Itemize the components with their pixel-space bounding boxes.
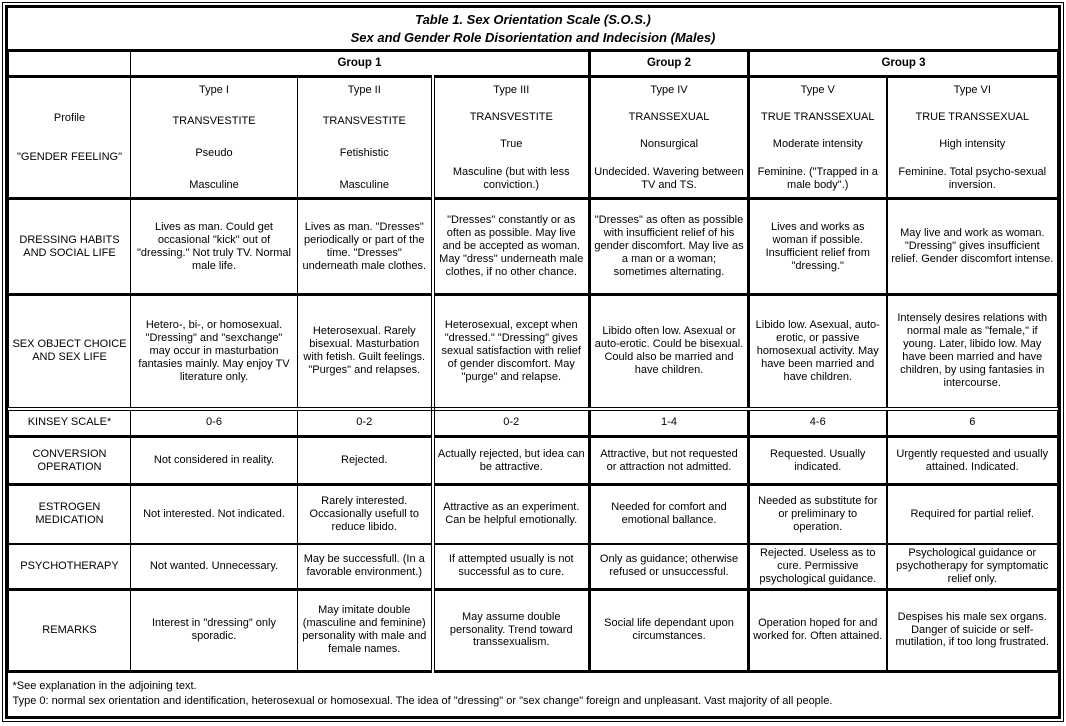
conversion-type-iii-cell: Actually rejected, but idea can be attractive. xyxy=(433,437,590,485)
type-label: Type I xyxy=(199,83,229,96)
dressing-row-header: DRESSING HABITS AND SOCIAL LIFE xyxy=(9,199,131,295)
dressing-habits-row xyxy=(9,199,1058,295)
kinsey-type-iv-cell: 1-4 xyxy=(590,409,749,437)
dressing-type-i-cell: Lives as man. Could get occasional "kick" out of "dressing." Not truly TV. Normal male life. xyxy=(131,199,298,295)
profile-type-vi-cell xyxy=(887,77,1058,199)
dressing-type-iv-cell: "Dresses" as often as possible with insufficient relief of his gender discomfort. May live as a man or a woman; sometimes alternating. xyxy=(590,199,749,295)
type-category: TRANSVESTITE xyxy=(322,115,406,128)
sex-object-row xyxy=(9,295,1058,409)
type-label: Type III xyxy=(493,83,530,96)
profile-row xyxy=(9,77,1058,199)
group-header-row xyxy=(9,51,1058,77)
footnote-row xyxy=(9,671,1058,716)
remarks-type-vi-cell: Despises his male sex organs. Danger of suicide or self-mutilation, if too long frustrated. xyxy=(887,589,1058,671)
conversion-type-v-cell: Requested. Usually indicated. xyxy=(749,437,887,485)
type-feeling: Feminine. Total psycho-sexual inversion. xyxy=(898,165,1047,191)
type-subtype: High intensity xyxy=(939,138,1006,151)
dressing-type-vi-cell: May live and work as woman. "Dressing" gives insufficient relief. Gender discomfort intense. xyxy=(887,199,1058,295)
type-feeling: Feminine. ("Trapped in a male body".) xyxy=(757,165,878,191)
sos-table xyxy=(8,8,1058,716)
type-label: Type II xyxy=(347,83,381,96)
dressing-type-iii-cell: "Dresses" constantly or as often as possible. May live and be accepted as woman. May "dress" underneath male clothes, if no other chance. xyxy=(433,199,590,295)
remarks-type-iii-cell: May assume double personality. Trend toward transsexualism. xyxy=(433,589,590,671)
conversion-type-iv-cell: Attractive, but not requested or attraction not admitted. xyxy=(590,437,749,485)
sex-object-type-iv-cell: Libido often low. Asexual or auto-erotic. Could be bisexual. Could also be married and have children. xyxy=(590,295,749,409)
type-subtype: Moderate intensity xyxy=(772,138,863,151)
psychotherapy-type-v-cell: Rejected. Useless as to cure. Permissive psychological guidance. xyxy=(749,544,887,589)
type-category: TRANSSEXUAL xyxy=(628,110,710,123)
table-title xyxy=(9,8,1058,51)
conversion-type-vi-cell: Urgently requested and usually attained. Indicated. xyxy=(887,437,1058,485)
sex-object-type-ii-cell: Heterosexual. Rarely bisexual. Masturbation with fetish. Guilt feelings. "Purges" and relapses. xyxy=(298,295,433,409)
footnote-line2: Type 0: normal sex orientation and identification, heterosexual or homosexual. The idea of "dressing" or "sex change" foreign and unpleasant. Vast majority of all people. xyxy=(12,695,833,708)
profile-type-iii-cell xyxy=(433,77,590,199)
estrogen-type-i-cell: Not interested. Not indicated. xyxy=(131,485,298,544)
conversion-row-header: CONVERSION OPERATION xyxy=(9,437,131,485)
estrogen-type-ii-cell: Rarely interested. Occasionally usefull to reduce libido. xyxy=(298,485,433,544)
dressing-type-ii-cell: Lives as man. "Dresses" periodically or part of the time. "Dresses" underneath male clothes. xyxy=(298,199,433,295)
psychotherapy-type-iv-cell: Only as guidance; otherwise refused or unsuccessful. xyxy=(590,544,749,589)
type-label: Type V xyxy=(800,83,835,96)
profile-type-ii-cell xyxy=(298,77,433,199)
sex-object-type-v-cell: Libido low. Asexual, auto-erotic, or passive homosexual activity. May have been married and have children. xyxy=(749,295,887,409)
psychotherapy-row-header: PSYCHOTHERAPY xyxy=(9,544,131,589)
type-feeling: Masculine (but with less conviction.) xyxy=(452,165,570,191)
group-3-header: Group 3 xyxy=(749,51,1058,77)
psychotherapy-row xyxy=(9,544,1058,589)
profile-type-i-cell xyxy=(131,77,298,199)
corner-cell xyxy=(9,51,131,77)
type-category: TRUE TRANSSEXUAL xyxy=(915,110,1029,123)
type-category: TRANSVESTITE xyxy=(469,110,553,123)
gender-feeling-label: "GENDER FEELING" xyxy=(17,150,122,163)
conversion-type-ii-cell: Rejected. xyxy=(298,437,433,485)
psychotherapy-type-iii-cell: If attempted usually is not successful as to cure. xyxy=(433,544,590,589)
type-feeling: Masculine xyxy=(189,178,239,191)
footnotes xyxy=(9,671,1058,716)
remarks-type-i-cell: Interest in "dressing" only sporadic. xyxy=(131,589,298,671)
remarks-row xyxy=(9,589,1058,671)
conversion-type-i-cell: Not considered in reality. xyxy=(131,437,298,485)
type-subtype: Fetishistic xyxy=(339,146,389,159)
kinsey-type-vi-cell: 6 xyxy=(887,409,1058,437)
type-subtype: True xyxy=(500,138,523,151)
psychotherapy-type-ii-cell: May be successfull. (In a favorable environment.) xyxy=(298,544,433,589)
profile-row-header xyxy=(9,77,131,199)
group-2-header: Group 2 xyxy=(590,51,749,77)
estrogen-medication-row xyxy=(9,485,1058,544)
group-1-header: Group 1 xyxy=(131,51,590,77)
estrogen-row-header: ESTROGEN MEDICATION xyxy=(9,485,131,544)
estrogen-type-iv-cell: Needed for comfort and emotional ballance. xyxy=(590,485,749,544)
footnote-line1: *See explanation in the adjoining text. xyxy=(12,680,197,693)
kinsey-type-iii-cell: 0-2 xyxy=(433,409,590,437)
type-label: Type VI xyxy=(953,83,991,96)
remarks-type-ii-cell: May imitate double (masculine and feminine) personality with male and female names. xyxy=(298,589,433,671)
conversion-operation-row xyxy=(9,437,1058,485)
kinsey-type-i-cell: 0-6 xyxy=(131,409,298,437)
psychotherapy-type-vi-cell: Psychological guidance or psychotherapy for symptomatic relief only. xyxy=(887,544,1058,589)
title-row xyxy=(9,8,1058,51)
estrogen-type-iii-cell: Attractive as an experiment. Can be helpful emotionally. xyxy=(433,485,590,544)
sex-object-type-i-cell: Hetero-, bi-, or homosexual. "Dressing" and "sexchange" may occur in masturbation fantasies mainly. May enjoy TV literature only. xyxy=(131,295,298,409)
remarks-type-v-cell: Operation hoped for and worked for. Often attained. xyxy=(749,589,887,671)
table-inner-frame xyxy=(5,5,1061,719)
type-subtype: Nonsurgical xyxy=(639,138,699,151)
type-feeling: Masculine xyxy=(339,178,390,191)
kinsey-type-ii-cell: 0-2 xyxy=(298,409,433,437)
table-title-line2: Sex and Gender Role Disorientation and Indecision (Males) xyxy=(350,29,716,45)
kinsey-row-header: KINSEY SCALE* xyxy=(9,409,131,437)
psychotherapy-type-i-cell: Not wanted. Unnecessary. xyxy=(131,544,298,589)
profile-type-v-cell xyxy=(749,77,887,199)
sex-object-type-iii-cell: Heterosexual, except when "dressed." "Dressing" gives sexual satisfaction with relief of gender discomfort. May "purge" and relapse. xyxy=(433,295,590,409)
estrogen-type-v-cell: Needed as substitute for or preliminary to operation. xyxy=(749,485,887,544)
sex-object-row-header: SEX OBJECT CHOICE AND SEX LIFE xyxy=(9,295,131,409)
type-category: TRANSVESTITE xyxy=(172,115,256,128)
sex-object-type-vi-cell: Intensely desires relations with normal male as "female," if young. Later, libido low. May have been married and have children, by using fantasies in intercourse. xyxy=(887,295,1058,409)
profile-type-iv-cell xyxy=(590,77,749,199)
dressing-type-v-cell: Lives and works as woman if possible. Insufficient relief from "dressing." xyxy=(749,199,887,295)
remarks-type-iv-cell: Social life dependant upon circumstances. xyxy=(590,589,749,671)
profile-label: Profile xyxy=(53,111,86,124)
type-feeling: Undecided. Wavering between TV and TS. xyxy=(594,165,744,191)
kinsey-scale-row xyxy=(9,409,1058,437)
table-title-line1: Table 1. Sex Orientation Scale (S.O.S.) xyxy=(415,12,651,27)
remarks-row-header: REMARKS xyxy=(9,589,131,671)
table-outer-frame xyxy=(2,2,1064,722)
type-label: Type IV xyxy=(650,83,688,96)
kinsey-type-v-cell: 4-6 xyxy=(749,409,887,437)
estrogen-type-vi-cell: Required for partial relief. xyxy=(887,485,1058,544)
type-category: TRUE TRANSSEXUAL xyxy=(761,110,875,123)
type-subtype: Pseudo xyxy=(195,146,233,159)
